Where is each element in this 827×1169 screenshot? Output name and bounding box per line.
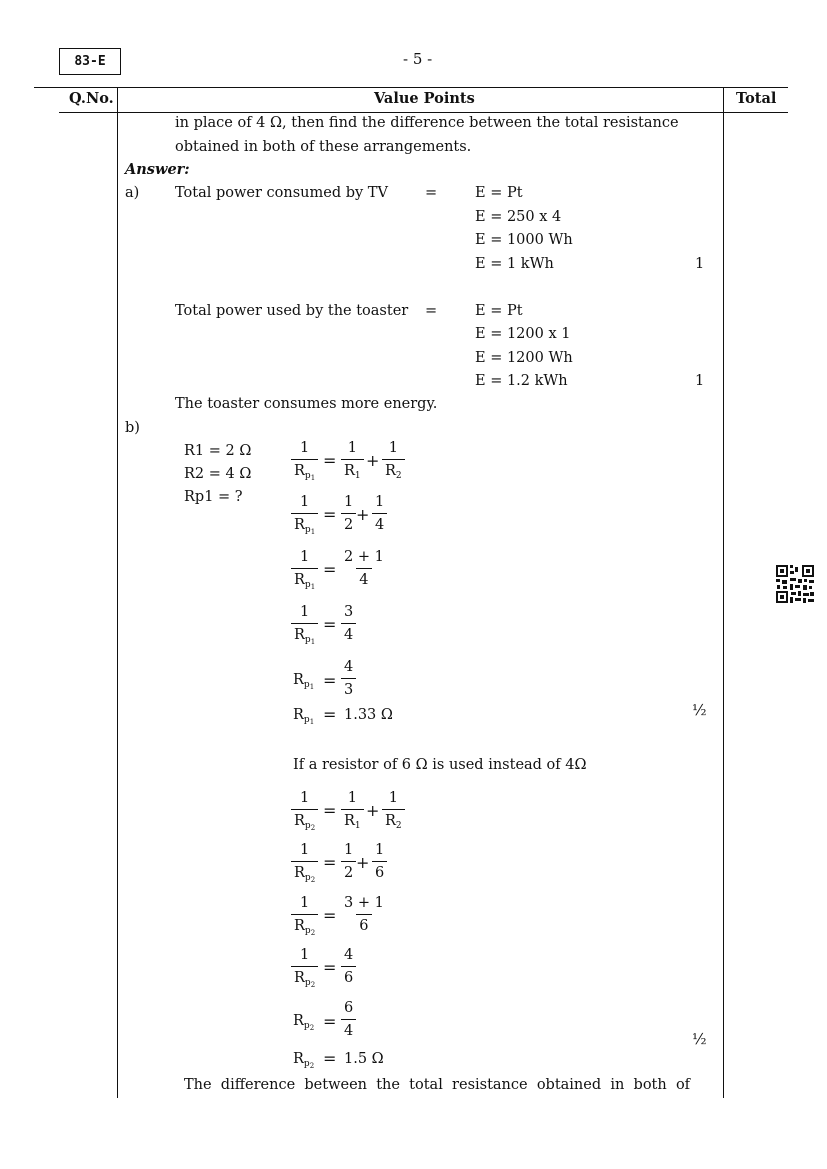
alt-resistor-text: If a resistor of 6 Ω is used instead of 4Ω [293, 757, 587, 773]
question-line-2: obtained in both of these arrangements. [175, 139, 472, 155]
toaster-equals: = [425, 303, 438, 319]
qr-code-icon [776, 565, 814, 603]
rp1-symbol: $R_{p_1}$ [293, 707, 315, 726]
fraction-value: $\frac{6}{4}$ [341, 1001, 356, 1038]
qno-header: Q.No. [69, 90, 114, 107]
equals-sign: = [323, 801, 337, 820]
fraction-one-over-rp2: $\frac{1}{R_{p_2}}$ [291, 791, 318, 832]
given-rp1: Rp1 = ? [184, 489, 243, 505]
tv-step: E = 250 x 4 [475, 209, 562, 225]
tv-equals: = [425, 185, 438, 201]
equals-sign: = [323, 705, 337, 724]
rp2-result: 1.5 Ω [344, 1051, 384, 1067]
fraction-value: $\frac{3}{4}$ [341, 605, 356, 642]
given-r2: R2 = 4 Ω [184, 466, 252, 482]
rp2-symbol: $R_{p_2}$ [293, 1013, 315, 1032]
set1-mark: ½ [692, 701, 707, 719]
fraction-one-over-rp2: $\frac{1}{R_{p_2}}$ [291, 843, 318, 884]
paper-code: 83-E [74, 54, 106, 69]
table-header-border [59, 112, 788, 113]
equals-sign: = [323, 505, 337, 524]
given-r1: R1 = 2 Ω [184, 443, 252, 459]
fraction-one-over-rp1: $\frac{1}{R_{p_1}}$ [291, 550, 318, 591]
tv-step: E = 1000 Wh [475, 232, 573, 248]
fraction-half: $\frac{1}{2}$ [341, 843, 356, 880]
answer-label: Answer: [125, 161, 190, 178]
tv-step: E = Pt [475, 185, 523, 201]
page-number: - 5 - [403, 50, 433, 68]
fraction-one-over-rp1: $\frac{1}{R_{p_1}}$ [291, 605, 318, 646]
plus-sign: + [356, 853, 370, 872]
equals-sign: = [323, 1012, 337, 1031]
fraction-value: $\frac{4}{6}$ [341, 948, 356, 985]
difference-text: The difference between the total resistance obtained in both of [184, 1077, 691, 1093]
value-points-header: Value Points [374, 90, 475, 107]
rp2-symbol: $R_{p_2}$ [293, 1051, 315, 1070]
plus-sign: + [366, 451, 380, 470]
rp1-symbol: $R_{p_1}$ [293, 672, 315, 691]
fraction-one-over-r1: $\frac{1}{R_1}$ [341, 441, 364, 481]
equals-sign: = [323, 906, 337, 925]
equals-sign: = [323, 560, 337, 579]
set2-mark: ½ [692, 1030, 707, 1048]
toaster-mark: 1 [695, 373, 705, 389]
tv-description: Total power consumed by TV [175, 185, 388, 201]
equals-sign: = [323, 671, 337, 690]
fraction-sum: $\frac{2 + 1}{4}$ [344, 549, 384, 588]
fraction-value: $\frac{4}{3}$ [341, 660, 356, 697]
tv-step: E = 1 kWh [475, 256, 554, 272]
equals-sign: = [323, 615, 337, 634]
fraction-one-over-rp1: $\frac{1}{R_{p_1}}$ [291, 495, 318, 536]
fraction-one-over-r1: $\frac{1}{R_1}$ [341, 791, 364, 831]
equals-sign: = [323, 1049, 337, 1068]
fraction-sixth: $\frac{1}{6}$ [372, 843, 387, 880]
fraction-one-over-rp1: $\frac{1}{R_{p_1}}$ [291, 441, 318, 482]
toaster-step: E = 1200 x 1 [475, 326, 571, 342]
table-top-border [34, 87, 788, 88]
tv-mark: 1 [695, 256, 705, 272]
fraction-one-over-rp2: $\frac{1}{R_{p_2}}$ [291, 896, 318, 937]
qno-column-divider [117, 87, 118, 1098]
fraction-one-over-r2: $\frac{1}{R_2}$ [382, 791, 405, 831]
toaster-step: E = 1.2 kWh [475, 373, 568, 389]
rp1-result: 1.33 Ω [344, 707, 393, 723]
equals-sign: = [323, 451, 337, 470]
fraction-one-over-rp2: $\frac{1}{R_{p_2}}$ [291, 948, 318, 989]
plus-sign: + [356, 505, 370, 524]
equals-sign: = [323, 853, 337, 872]
toaster-step: E = 1200 Wh [475, 350, 573, 366]
part-a-label: a) [125, 185, 140, 201]
fraction-sum: $\frac{3 + 1}{6}$ [344, 895, 384, 934]
plus-sign: + [366, 801, 380, 820]
toaster-description: Total power used by the toaster [175, 303, 409, 319]
total-header: Total [736, 90, 777, 107]
part-b-label: b) [125, 420, 140, 436]
total-column-divider [723, 87, 724, 1098]
part-a-conclusion: The toaster consumes more energy. [175, 396, 438, 412]
fraction-quarter: $\frac{1}{4}$ [372, 495, 387, 532]
fraction-one-over-r2: $\frac{1}{R_2}$ [382, 441, 405, 481]
question-line-1: in place of 4 Ω, then find the difference between the total resistance [175, 115, 679, 131]
equals-sign: = [323, 958, 337, 977]
paper-code-box [59, 48, 121, 75]
toaster-step: E = Pt [475, 303, 523, 319]
fraction-half: $\frac{1}{2}$ [341, 495, 356, 532]
